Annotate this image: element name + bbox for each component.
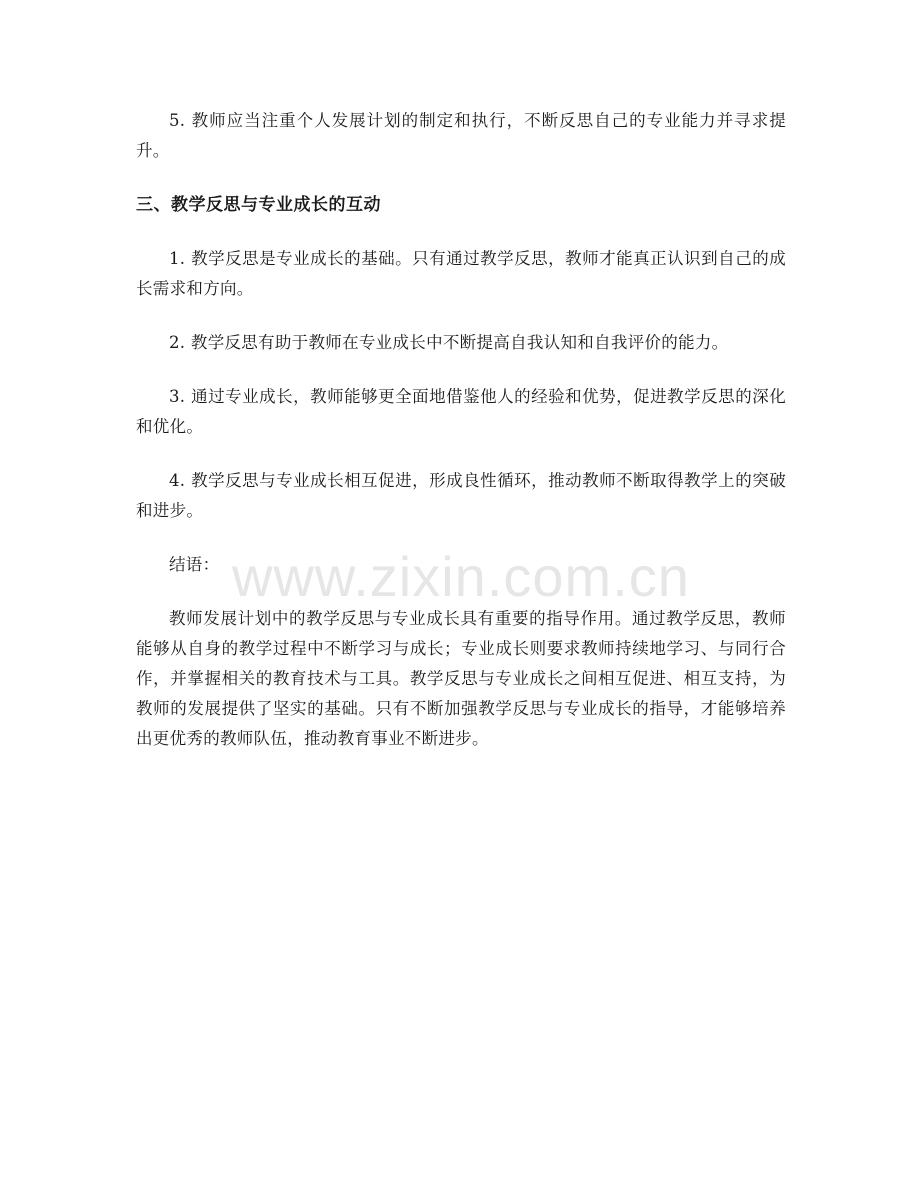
section-heading: 三、教学反思与专业成长的互动 xyxy=(136,195,381,215)
watermark-text: www.zixin.com.cn xyxy=(232,545,690,608)
document-body xyxy=(136,106,786,778)
section-item-2: 2. 教学反思有助于教师在专业成长中不断提高自我认知和自我评价的能力。 xyxy=(169,333,729,352)
conclusion-label: 结语： xyxy=(169,555,220,574)
paragraph-item-5: 5. 教师应当注重个人发展计划的制定和执行，不断反思自己的专业能力并寻求提升。 xyxy=(136,111,786,160)
section-item-4: 4. 教学反思与专业成长相互促进，形成良性循环，推动教师不断取得教学上的突破和进步。 xyxy=(136,471,786,520)
section-item-1: 1. 教学反思是专业成长的基础。只有通过教学反思，教师才能真正认识到自己的成长需求和方向。 xyxy=(136,249,786,298)
conclusion-paragraph: 教师发展计划中的教学反思与专业成长具有重要的指导作用。通过教学反思，教师能够从自身的教学过程中不断学习与成长；专业成长则要求教师持续地学习、与同行合作，并掌握相关的教育技术与工具。教学反思与专业成长之间相互促进、相互支持，为教师的发展提供了坚实的基础。只有不断加强教学反思与专业成长的指导，才能够培养出更优秀的教师队伍，推动教育事业不断进步。 xyxy=(136,609,786,748)
section-item-3: 3. 通过专业成长，教师能够更全面地借鉴他人的经验和优势，促进教学反思的深化和优化。 xyxy=(136,387,786,436)
